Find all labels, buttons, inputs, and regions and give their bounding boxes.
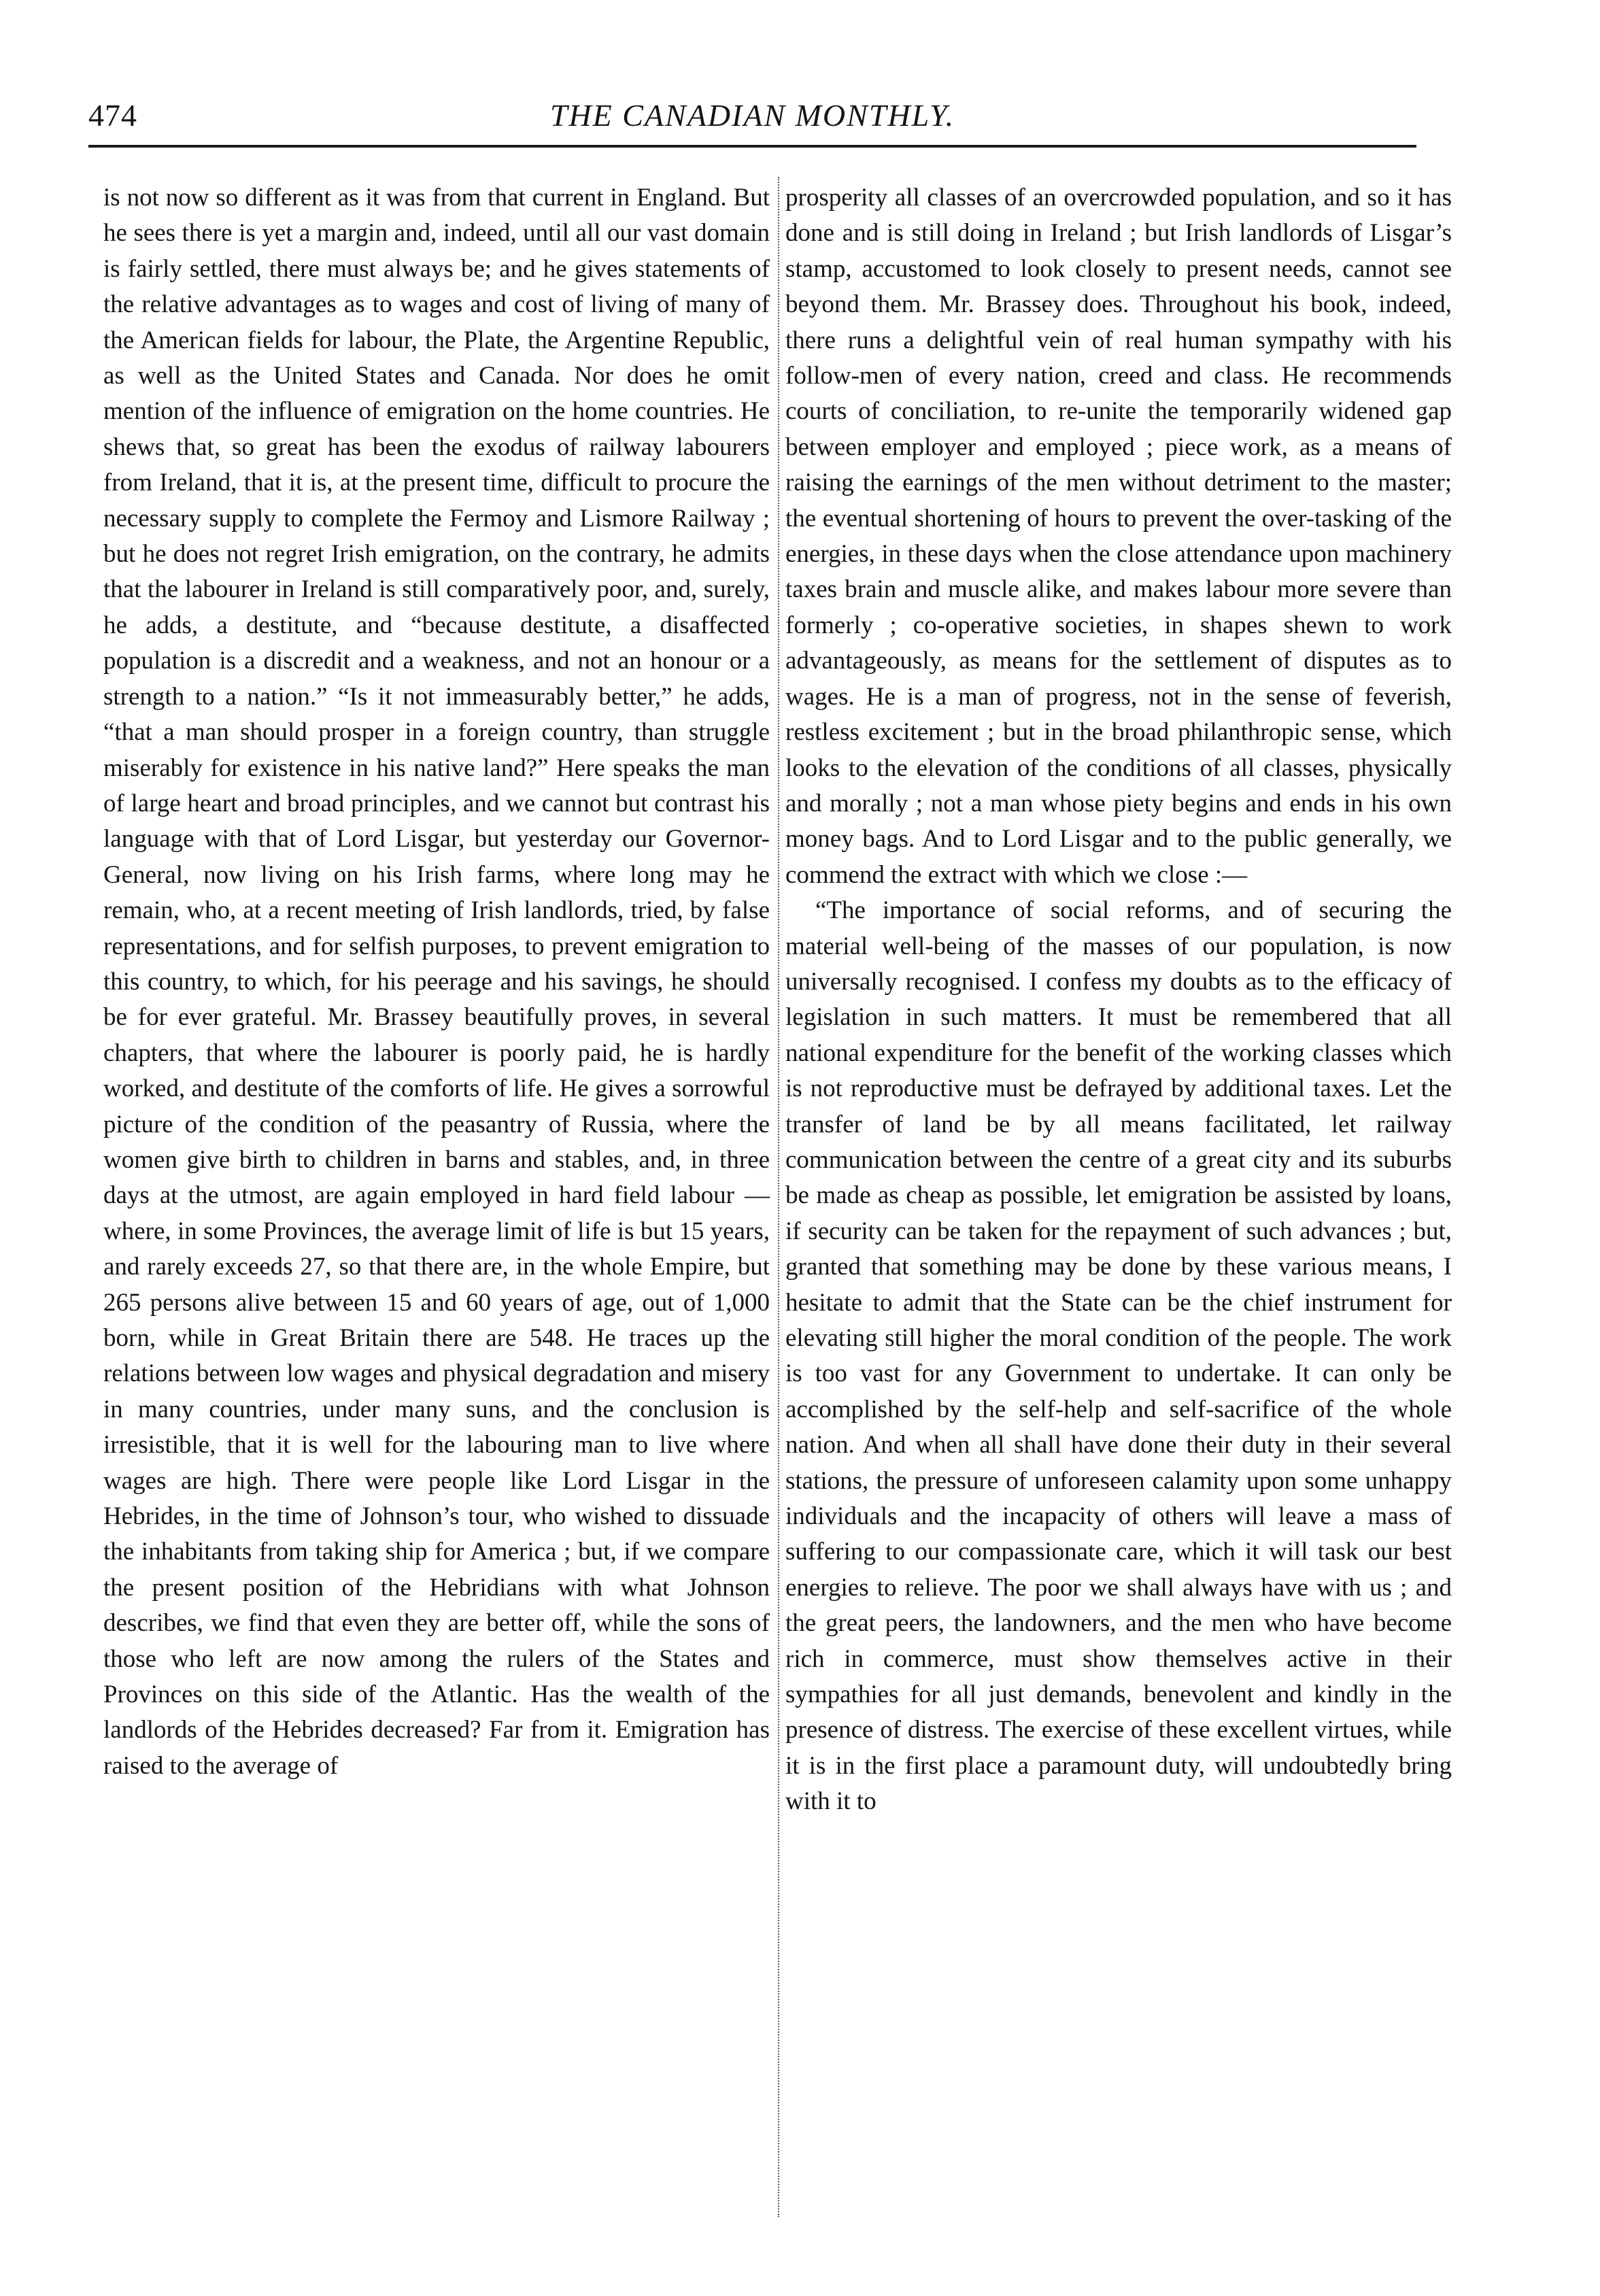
right-paragraph-quotation: “The importance of social reforms, and of securing the material well-being of the masses of our population, is now universally recognised. I confess my doubts as to the efficacy of legislation in such matters. It must be remembered that all national expenditure for the benefit of the working classes which is not reproductive must be defrayed by additional taxes. Let the transfer of land be by all means facilitated, let railway communication between the centre of a great city and its suburbs be made as cheap as possible, let emigration be assisted by loans, if security can be taken for the repayment of such advances ; but, granted that something may be done by these various means, I hesitate to admit that the State can be the chief instrument for elevating still higher the moral condition of the people. The work is too vast for any Government to undertake. It can only be accomplished by the self-help and self-sacrifice of the whole nation. And when all shall have done their duty in their several stations, the pressure of unforeseen calamity upon some unhappy individuals and the incapacity of others will leave a mass of suffering to our compassionate care, which it will task our best energies to relieve. The poor we shall always have with us ; and the great peers, the landowners, and the men who have become rich in commerce, must show themselves active in their sympathies for all just demands, benevolent and kindly in the presence of distress. The exercise of these excellent virtues, while it is in the first place a paramount duty, will undoubtedly bring with it to (785, 896, 1452, 1816)
right-column (785, 180, 1452, 2214)
page-header (88, 95, 1416, 143)
column-divider (778, 177, 779, 2217)
left-column (103, 180, 770, 2214)
right-paragraph-continued: prosperity all classes of an overcrowded population, and so it has done and is still doing in Ireland ; but Irish landlords of Lisgar’s stamp, accustomed to look closely to present needs, cannot see beyond them. Mr. Brassey does. Throughout his book, indeed, there runs a delightful vein of real human sympathy with his follow-men of every nation, creed and class. He recommends courts of conciliation, to re-unite the temporarily widened gap between employer and employed ; piece work, as a means of raising the earnings of the men without detriment to the master; the eventual shortening of hours to prevent the over-tasking of the energies, in these days when the close attendance upon machinery taxes brain and muscle alike, and makes labour more severe than formerly ; co-operative societies, in shapes shewn to work advantageously, as means for the settlement of disputes as to wages. He is a man of progress, not in the sense of feverish, restless excitement ; but in the broad philanthropic sense, which looks to the elevation of the conditions of all classes, physically and morally ; not a man whose piety begins and ends in his own money bags. And to Lord Lisgar and to the public generally, we commend the extract with which we close :— (785, 184, 1452, 889)
header-rule (88, 145, 1416, 148)
page-number: 474 (88, 98, 137, 133)
running-title: THE CANADIAN MONTHLY. (549, 98, 955, 133)
left-paragraph-continued: is not now so different as it was from that current in England. But he sees there is yet a margin and, indeed, until all our vast domain is fairly settled, there must always be; and he gives statements of the relative advantages as to wages and cost of living of many of the American fields for labour, the Plate, the Argentine Republic, as well as the United States and Canada. Nor does he omit mention of the influence of emigration on the home countries. He shews that, so great has been the exodus of railway labourers from Ireland, that it is, at the present time, difficult to procure the necessary supply to complete the Fermoy and Lismore Railway ; but he does not regret Irish emigration, on the contrary, he admits that the labourer in Ireland is still comparatively poor, and, surely, he adds, a destitute, and “because destitute, a disaffected population is a discredit and a weakness, and not an honour or a strength to a nation.” “Is it not immeasurably better,” he adds, “that a man should prosper in a foreign country, than struggle miserably for existence in his native land?” Here speaks the man of large heart and broad principles, and we cannot but contrast his language with that of Lord Lisgar, but yesterday our Governor-General, now living on his Irish farms, where long may he remain, who, at a recent meeting of Irish landlords, tried, by false representations, and for selfish purposes, to prevent emigration to this country, to which, for his peerage and his savings, he should be for ever grateful. Mr. Brassey beautifully proves, in several chapters, that where the labourer is poorly paid, he is hardly worked, and destitute of the comforts of life. He gives a sorrowful picture of the condition of the peasantry of Russia, where the women give birth to children in barns and stables, and, in three days at the utmost, are again employed in hard field labour —where, in some Provinces, the average limit of life is but 15 years, and rarely exceeds 27, so that there are, in the whole Empire, but 265 persons alive between 15 and 60 years of age, out of 1,000 born, while in Great Britain there are 548. He traces up the relations between low wages and physical degradation and misery in many countries, under many suns, and the conclusion is irresistible, that it is well for the labouring man to live where wages are high. There were people like Lord Lisgar in the Hebrides, in the time of Johnson’s tour, who wished to dissuade the inhabitants from taking ship for America ; but, if we compare the present position of the Hebridians with what Johnson describes, we find that even they are better off, while the sons of those who left are now among the rulers of the States and Provinces on this side of the Atlantic. Has the wealth of the landlords of the Hebrides decreased? Far from it. Emigration has raised to the average of (103, 184, 770, 1780)
